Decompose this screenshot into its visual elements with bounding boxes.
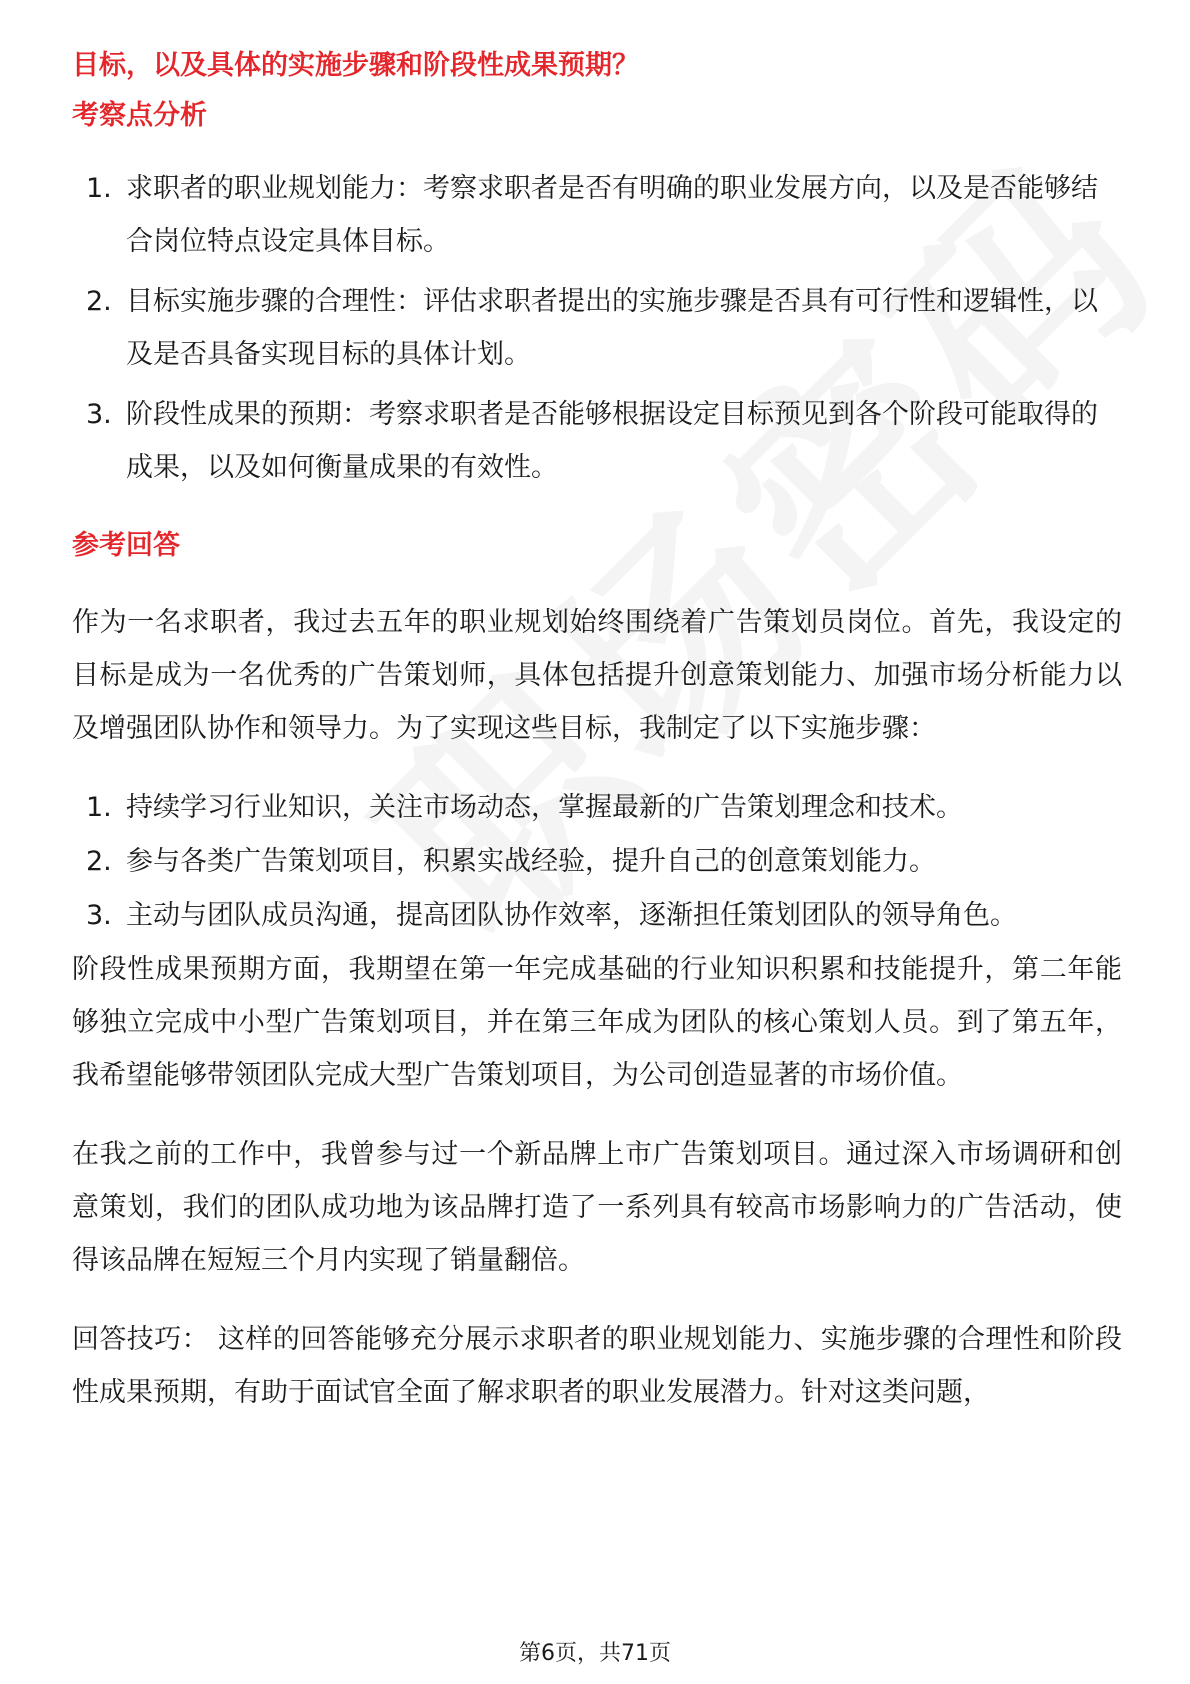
list-item bbox=[72, 162, 1122, 268]
list-text: 主动与团队成员沟通，提高团队协作效率，逐渐担任策划团队的领导角色。 bbox=[126, 900, 1017, 931]
stage-results-paragraph: 阶段性成果预期方面，我期望在第一年完成基础的行业知识积累和技能提升，第二年能够独立完成中小型广告策划项目，并在第三年成为团队的核心策划人员。到了第五年，我希望能够带领团队完成大型广告策划项目，为公司创造显著的市场价值。 bbox=[72, 954, 1122, 1091]
list-item bbox=[72, 781, 1122, 834]
answer-intro-paragraph: 作为一名求职者，我过去五年的职业规划始终围绕着广告策划员岗位。首先，我设定的目标是成为一名优秀的广告策划师，具体包括提升创意策划能力、加强市场分析能力以及增强团队协作和领导力。为了实现这些目标，我制定了以下实施步骤： bbox=[72, 607, 1122, 744]
list-number: 2. bbox=[86, 846, 112, 877]
list-number: 1. bbox=[86, 173, 112, 204]
list-number: 3. bbox=[86, 399, 112, 430]
list-text: 求职者的职业规划能力：考察求职者是否有明确的职业发展方向，以及是否能够结合岗位特点设定具体目标。 bbox=[126, 173, 1098, 257]
list-item bbox=[72, 388, 1122, 494]
list-item bbox=[72, 835, 1122, 888]
list-text: 目标实施步骤的合理性：评估求职者提出的实施步骤是否具有可行性和逻辑性，以及是否具备实现目标的具体计划。 bbox=[126, 286, 1098, 370]
list-text: 参与各类广告策划项目，积累实战经验，提升自己的创意策划能力。 bbox=[126, 846, 936, 877]
list-number: 2. bbox=[86, 286, 112, 317]
answer-heading: 参考回答 bbox=[72, 530, 180, 561]
page-content bbox=[72, 44, 1122, 1445]
experience-paragraph: 在我之前的工作中，我曾参与过一个新品牌上市广告策划项目。通过深入市场调研和创意策划，我们的团队成功地为该品牌打造了一系列具有较高市场影响力的广告活动，使得该品牌在短短三个月内实现了销量翻倍。 bbox=[72, 1139, 1122, 1276]
page-number-footer: 第6页，共71页 bbox=[519, 1641, 671, 1666]
list-text: 持续学习行业知识，关注市场动态，掌握最新的广告策划理念和技术。 bbox=[126, 792, 963, 823]
section-title: 目标，以及具体的实施步骤和阶段性成果预期？ bbox=[72, 50, 639, 81]
answer-steps-list bbox=[72, 781, 1122, 942]
list-item bbox=[72, 275, 1122, 381]
list-number: 3. bbox=[86, 900, 112, 931]
tips-paragraph: 回答技巧： 这样的回答能够充分展示求职者的职业规划能力、实施步骤的合理性和阶段性成果预期，有助于面试官全面了解求职者的职业发展潜力。针对这类问题， bbox=[72, 1324, 1122, 1408]
list-item bbox=[72, 889, 1122, 942]
analysis-list bbox=[72, 162, 1122, 494]
list-number: 1. bbox=[86, 792, 112, 823]
list-text: 阶段性成果的预期：考察求职者是否能够根据设定目标预见到各个阶段可能取得的成果，以及如何衡量成果的有效性。 bbox=[126, 399, 1098, 483]
analysis-heading: 考察点分析 bbox=[72, 100, 207, 131]
